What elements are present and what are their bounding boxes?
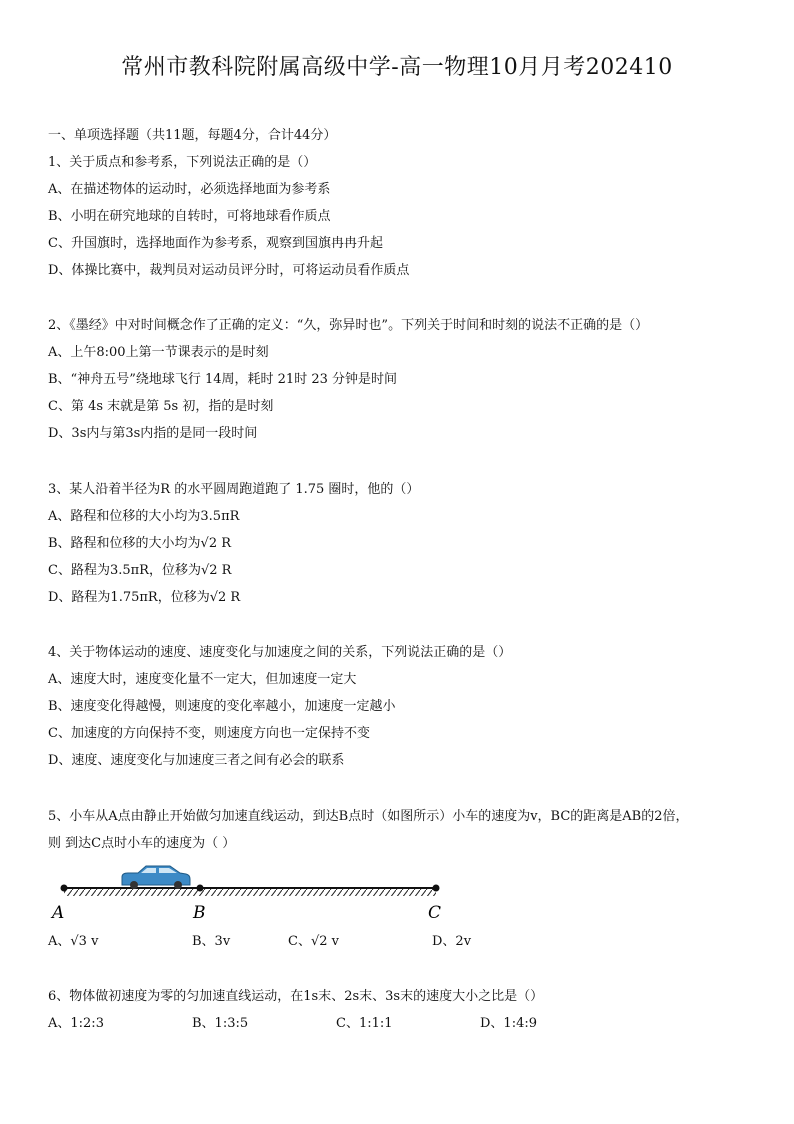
question-1-option-c: C、升国旗时，选择地面作为参考系，观察到国旗冉冉升起 <box>48 236 383 251</box>
question-6-option-d: D、1:4:9 <box>480 1016 537 1031</box>
question-4-option-b: B、速度变化得越慢，则速度的变化率越小，加速度一定越小 <box>48 699 396 714</box>
question-2-option-d: D、3s内与第3s内指的是同一段时间 <box>48 426 258 441</box>
question-3-option-b: B、路程和位移的大小均为√2 R <box>48 536 232 551</box>
ground-hatch <box>64 888 436 896</box>
question-6-stem: 6、物体做初速度为零的匀加速直线运动，在1s末、2s末、3s末的速度大小之比是（） <box>48 989 544 1004</box>
question-1-option-b: B、小明在研究地球的自转时，可将地球看作质点 <box>48 209 331 224</box>
point-c-marker <box>433 885 440 892</box>
question-5-option-b: B、3v <box>192 934 231 949</box>
question-5-option-a: A、√3 v <box>48 934 99 949</box>
question-3-option-a: A、路程和位移的大小均为3.5πR <box>48 509 240 524</box>
question-4-option-c: C、加速度的方向保持不变，则速度方向也一定保持不变 <box>48 726 370 741</box>
question-5-stem-line-1: 5、小车从A点由静止开始做匀加速直线运动，到达B点时（如图所示）小车的速度为v，BC的距离是AB的2倍， <box>48 809 689 824</box>
question-4-option-d: D、速度、速度变化与加速度三者之间有必会的联系 <box>48 753 345 768</box>
car-track-diagram <box>48 858 448 924</box>
question-5-option-c: C、√2 v <box>288 934 339 949</box>
question-3-option-c: C、路程为3.5πR，位移为√2 R <box>48 563 232 578</box>
question-2-option-a: A、上午8:00上第一节课表示的是时刻 <box>48 345 269 360</box>
question-2-option-b: B、“神舟五号”绕地球飞行 14周，耗时 21时 23 分钟是时间 <box>48 372 398 387</box>
question-5-option-d: D、2v <box>432 934 472 949</box>
page-title: 常州市教科院附属高级中学-高一物理10月月考202410 <box>121 55 673 80</box>
question-5-stem-line-2: 则 到达C点时小车的速度为（ ） <box>48 836 236 851</box>
question-1-stem: 1、关于质点和参考系，下列说法正确的是（） <box>48 155 317 170</box>
point-b-label: B <box>193 903 206 923</box>
question-3-option-d: D、路程为1.75πR，位移为√2 R <box>48 590 241 605</box>
question-4-stem: 4、关于物体运动的速度、速度变化与加速度之间的关系，下列说法正确的是（） <box>48 645 512 660</box>
question-2-stem: 2、《墨经》中对时间概念作了正确的定义：“久，弥异时也”。下列关于时间和时刻的说法不正确的是（） <box>48 318 649 333</box>
question-1-option-d: D、体操比赛中，裁判员对运动员评分时，可将运动员看作质点 <box>48 263 410 278</box>
car-track-figure <box>48 858 448 928</box>
question-6-option-b: B、1:3:5 <box>192 1016 249 1031</box>
question-3-stem: 3、某人沿着半径为R 的水平圆周跑道跑了 1.75 圈时，他的（） <box>48 482 420 497</box>
point-b-marker <box>197 885 204 892</box>
point-a-label: A <box>52 903 65 923</box>
car-icon <box>122 866 190 889</box>
question-6-option-c: C、1:1:1 <box>336 1016 393 1031</box>
question-6-option-a: A、1:2:3 <box>48 1016 104 1031</box>
section-heading: 一、单项选择题（共11题，每题4分，合计44分） <box>48 128 337 143</box>
point-c-label: C <box>428 903 442 923</box>
question-2-option-c: C、第 4s 末就是第 5s 初，指的是时刻 <box>48 399 274 414</box>
question-1-option-a: A、在描述物体的运动时，必须选择地面为参考系 <box>48 182 331 197</box>
point-a-marker <box>61 885 68 892</box>
question-4-option-a: A、速度大时，速度变化量不一定大，但加速度一定大 <box>48 672 357 687</box>
